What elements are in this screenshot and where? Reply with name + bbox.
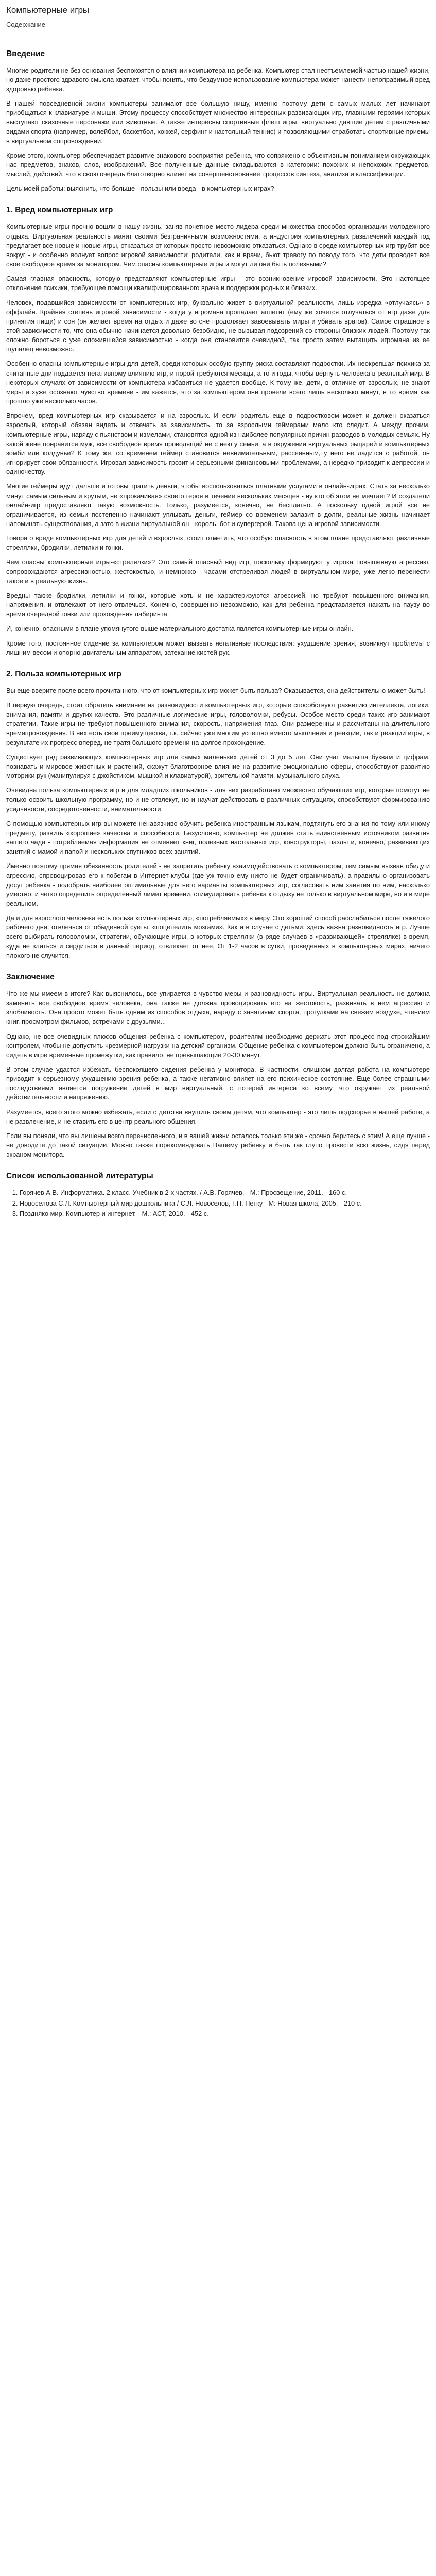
section-benefit [6, 669, 430, 960]
paragraph: Кроме того, постоянное сидение за компьютером может вызвать негативные последствия: ухудшение зрения, возникнут проблемы с лишним весом и опорно-двигательным аппаратом, затекание кистей рук. [6, 639, 430, 656]
reference-list [6, 1188, 430, 1218]
paragraph: Многие геймеры идут дальше и готовы тратить деньги, чтобы воспользоваться платными услугами в онлайн-играх. Стать за несколько минут самым сильным и крутым, не «прокачивая» своего героя в течение нескольких месяцев - ну кто об этом не мечтает? И создатели онлайн-игр предоставляют такую возможность. Только, разумеется, конечно, не бесплатно. А поскольку одной игрой все не ограничивается, из семьи постепенно начинают уплывать деньги, геймер со временем залазит в долги, реальные жизнь начинает напоминать существования, а зато в жизни виртуальной он - король, бог и супергерой. Такова цена игровой зависимости. [6, 482, 430, 528]
paragraph: Чем опасны компьютерные игры-«стрелялки»? Это самый опасный вид игр, поскольку формируют у игрока повышенную агрессию, сопровождаются агрессивностью, жестокостью, и немножко - часами отстреливая людей в виртуальном мире, уже легко перенести такое и в реальную жизнь. [6, 558, 430, 585]
table-of-contents-link[interactable]: Содержание [6, 21, 45, 29]
paragraph: С помощью компьютерных игр вы можете ненавязчиво обучить ребенка иностранным языкам, подтянуть его знания по тому или иному предмету, развить «хорошие» качества и способности. Безусловно, компьютер не должен стать единственным источником развития вашего чада - потребляемая информация не отменяет книг, полезных настольных игр, конструкторы, пазлы и, конечно, развивающих занятий с мамой и папой и нескольких спутников всех занятий. [6, 819, 430, 856]
paragraph: Что же мы имеем в итоге? Как выяснилось, все упирается в чувство меры и разновидность игры. Виртуальная реальность не должна заменить все свободное время человека, она также не должна провоцировать его на жестокость, развивать в нем агрессию и злобливость. Она просто может быть одним из способов отдыха, наряду с занятиями спорта, прогулками на свежем воздухе, чтением книг, просмотром фильмов, встречами с друзьями... [6, 989, 430, 1026]
section-heading: Введение [6, 49, 45, 58]
paragraph: Самая главная опасность, которую представляют компьютерные игры - это возникновение игровой зависимости. Это настоящее отклонение психики, требующее помощи квалифицированного врача и поддержки родных и близких. [6, 275, 430, 292]
paragraph: Существует ряд развивающих компьютерных игр для самых маленьких детей от 3 до 5 лет. Они учат малыша буквам и цифрам, познавать и мировое животных и растений, скажут благотворное влияние на развитие эмоционально сферы, способствуют развитию моторики рук (манипулируя с джойстиком, мышкой и клавиатурой), зрительной памяти, музыкального слуха. [6, 753, 430, 780]
paragraph: Однако, не все очевидных плюсов общения ребенка с компьютером, родителям необходимо держать этот процесс под строжайшим контролем, чтобы не допустить чрезмерной нагрузки на детский организм. Общение ребенка с компьютером должно быть ограничено, а сидеть в игре временные промежутки, как правило, не превышающие 20-30 минут. [6, 1032, 430, 1059]
paragraph: Многие родители не без основания беспокоятся о влиянии компьютера на ребенка. Компьютер стал неотъемлемой частью нашей жизни, но даже простого здравого смысла хватает, чтобы понять, что бездумное использование компьютера может нанести непоправимый вред здоровью ребенка. [6, 66, 430, 93]
paragraph: Разумеется, всего этого можно избежать, если с детства внушить своим детям, что компьютер - это лишь подспорье в нашей работе, а не развлечение, и не ставить его в центр реального общения. [6, 1108, 430, 1125]
section-harm [6, 205, 430, 657]
paragraph: И, конечно, опасными в плане упомянутого выше материального достатка является компьютерные игры онлайн. [6, 624, 354, 633]
section-heading: Заключение [6, 972, 55, 981]
section-references [6, 1171, 430, 1218]
paragraph: Цель моей работы: выяснить, что больше - пользы или вреда - в компьютерных играх? [6, 184, 274, 193]
paragraph: Да и для взрослого человека есть польза компьютерных игр, «потребляемых» в меру. Это хороший способ расслабиться после тяжелого рабочего дня, отвлечься от обыденной суеты, «поцепелить мозгами». Как и в случае с детьми, здесь важна разновидность игр. Лучше всего выбирать головоломки, стратегии, обучающие игры, в которых стрелялки (в ряде случаев в «развивающей» стрелялке) в время, куда не злиться и сердиться в данный период, отвлекает от нее. От 1-2 часов в сутки, проведенных в компьютерных мирах, ничего плохого не случится. [6, 914, 430, 959]
paragraph: Говоря о вреде компьютерных игр для детей и взрослых, стоит отметить, что особую опасность в этом плане представляют различные стрелялки, бродилки, летилки и гонки. [6, 534, 430, 552]
section-heading: 2. Польза компьютерных игр [6, 669, 121, 679]
reference-item: 2. Новоселова С.Л. Компьютерный мир дошкольника / С.Л. Новоселов, Г.П. Петку - М: Новая школа, 2005. - 210 с. [20, 1199, 430, 1208]
reference-item: 3. Поздняко мир. Компьютер и интернет. - М.: АСТ, 2010. - 452 с. [20, 1209, 430, 1218]
section-introduction [6, 48, 430, 194]
paragraph: Очевидна польза компьютерных игр и для младших школьников - для них разработано множество обучающих игр, которые помогут не только освоить школьную программу, но и не отвлекут, но и научат действовать в различных ситуациях, способствуют формированию усидчивости, сосредоточенности, внимательности. [6, 786, 430, 813]
document-page [0, 0, 436, 1232]
paragraph: В этом случае удастся избежать беспокоящего сидения ребенка у монитора. В частности, слишком долгая работа на компьютере приводит к серьезному ухудшению зрения ребенка, а также негативно влияет на его психическое состояние. Еще более страшными последствиями является погружение детей в мир виртуальный, с потерей интереса ко всему, что окружает их реальной действительности и напряжению. [6, 1065, 430, 1101]
section-heading: Список использованной литературы [6, 1172, 153, 1181]
paragraph: Вы еще вверите после всего прочитанного, что от компьютерных игр может быть польза? Оказывается, она действительно может быть! [6, 686, 425, 694]
paragraph: Особенно опасны компьютерные игры для детей, среди которых особую группу риска составляют подростки. Их неокрепшая психика за считанные дни поддается негативному влиянию игр, и порой требуются месяцы, а то и годы, чтобы вернуть человека в реальный мир. В некоторых случаях от зависимости от компьютера избавиться не удается вообще. К тому же, дети, в отличие от взрослых, не знают меры и хуже осознают чувство времени - им кажется, что за компьютером они провели всего лишь несколько минут, в то время как прошло уже несколько часов. [6, 360, 430, 405]
paragraph: Впрочем, вред компьютерных игр сказывается и на взрослых. И если родитель еще в подростковом может и должен оказаться взрослый, который обязан видеть и отвечать за зависимость, то за взрослыми геймерами мало кто следит. А между прочим, компьютерные игры, наряду с пьянством и измелами, становятся одной из наиболее популярных причин разводов в молодых семьях. Ну какой жене понравится муж, все свободное время проводящий не с нею у семьи, а в окружении виртуальных рыцарей и компьютерных зомби или колдуньи? К тому же, со временем геймер становится невнимательным, рассеянным, у него не ладится с работой, он игнорирует свои обязанности. Игровая зависимость грозит и серьезными финансовыми проблемами, а нередко приводит к депрессии и одиночеству. [6, 412, 430, 476]
section-conclusion [6, 972, 430, 1160]
paragraph: В первую очередь, стоит обратить внимание на разновидности компьютерных игр, которые способствуют развитию интеллекта, логики, внимания, памяти и других качеств. Это различные логические игры, головоломки, ребусы. Особое место среди таких игр занимают стратегии. Такие игры не требуют повышенного внимания, скорость, напряжения глаз. Они размеренны и рассчитаны на длительного времяпровождения. В них есть свои преимущества, т.к. сейчас уже многим успешно вместо мышления и реакции, так и реакции игры, в результате их прогресс вперед, не тратя большого времени на долгое прохождение. [6, 701, 430, 747]
paragraph: Кроме этого, компьютер обеспечивает развитие знакового восприятия ребенка, что сопряжено с объективным пониманием окружающих нас предметов, знаков, слов, изображений. Все полученные данные складываются в категории: похожих и непохожих предметов, мыслей, действий, что в свою очередь благотворно влияет на совершенствование процессов синтеза, анализа и классификации. [6, 151, 430, 178]
paragraph: В нашей повседневной жизни компьютеры занимают все большую нишу, именно поэтому дети с самых малых лет начинают приобщаться к клавиатуре и мыши. Этому процессу способствует множество интересных развивающих игр, главными героями которых выступают сказочные персонажи или животные. А также интересны спортивные флеш игры, виртуально давшие детям с различными видами спорта (например, волейбол, баскетбол, хоккей, серфинг и настольный теннис) и позволяющими отработать спортивные приемы в виртуальном сопровождении. [6, 99, 430, 145]
paragraph: Компьютерные игры прочно вошли в нашу жизнь, заняв почетное место лидера среди множества способов организации молодежного отдыха. Виртуальная реальность манит своими безграничными возможностями, а индустрия компьютерных развлечений каждый год предлагает все новые и новые игры, отказаться от которых просто невозможно отказаться. Однако в среде компьютерных игр трубят все вокруг - и особенно волнует вопрос игровой зависимости: родители, как и врачи, бьют тревогу по поводу того, что дети проводят все свое свободное время за монитором. Чем опасны компьютерные игры и могут ли они быть полезными? [6, 223, 430, 268]
paragraph: Именно поэтому прямая обязанность родителей - не запретить ребенку взаимодействовать с компьютером, тем самым вызвав обиду и агрессию, спровоцировав его к побегам в Интернет-клубы (где уж точно ему никто не будет ограничивать), а правильно организовать досуг ребенка - подобрать наиболее оптимальные для него варианты компьютерных игр, согласовать ним занятия по ним, насколько уместно, и четко определить определенный лимит времени, стимулировать ребенка к отдыху не только в виртуальном мире, но и в мире реальном. [6, 862, 430, 907]
paragraph: Если вы поняли, что вы лишены всего перечисленного, и в вашей жизни осталось только эти же - срочно беритесь с этим! А еще лучше - не доводите до такой ситуации. Можно также порекомендовать Вашему ребенку и быть так глупо провести всю жизнь, сидя перед экраном монитора. [6, 1131, 430, 1159]
document-title: Компьютерные игры [6, 4, 430, 19]
paragraph: Человек, подавшийся зависимости от компьютерных игр, буквально живет в виртуальной реальности, лишь изредка «отлучаясь» в оффлайн. Крайняя степень игровой зависимости - когда у игромана пропадает аппетит (ему же хочется отлучаться от игр даже для принятия пищи) и сон (он желает время на отдых и даже во сне продолжает завоевывать миры и убивать врагов). Самое страшное в этой зависимости то, что она обычно начинается довольно безобидно, не вызывая подозрений со стороны близких людей. Поэтому так сложно бороться с уже сложившейся зависимостью - когда она становится очевидной, так просто затем вытащить игромана из ее щупалец невозможно. [6, 298, 430, 353]
reference-item: 1. Горячев А.В. Информатика. 2 класс. Учебник в 2-х частях. / А.В. Горячев. - М.: Просвещение, 2011. - 160 с. [20, 1188, 430, 1197]
section-heading: 1. Вред компьютерных игр [6, 206, 113, 215]
paragraph: Вредны также бродилки, летилки и гонки, которые хоть и не характеризуются агрессией, но требуют повышенного внимания, напряжения, и отвлекают от него отвлечься. Конечно, совершенно невозможно, как для ребенка представляется нажать на паузу во время очередной гонки или прохождения лабиринта. [6, 591, 430, 618]
